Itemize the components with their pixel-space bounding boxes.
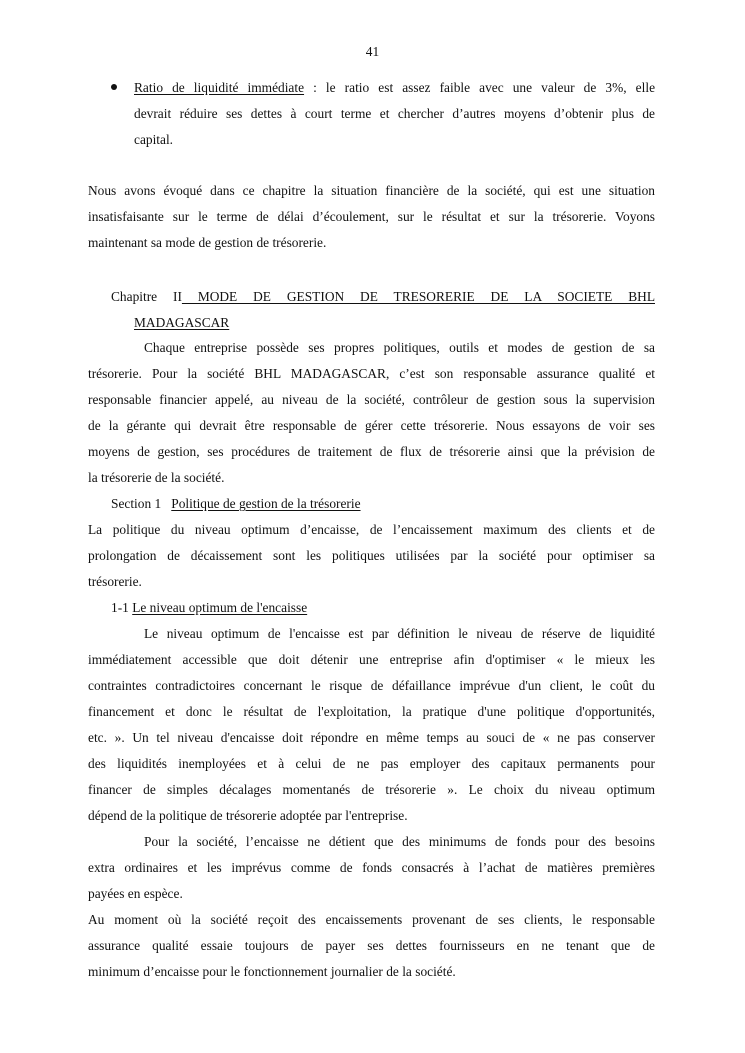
paragraph-line: prolongation de décaissement sont les politiques utilisées par la société pour optimiser sa [88,548,655,563]
paragraph-societe [88,829,655,907]
subsection-heading [111,595,307,621]
paragraph-line: trésorerie. [88,574,142,589]
paragraph-line: des liquidités inemployées et à celui de ne pas employer des capitaux permanents pour [88,756,655,771]
paragraph-line: dépend de la politique de trésorerie adoptée par l'entreprise. [88,808,408,823]
bullet-icon [111,84,117,90]
subsection-title: Le niveau optimum de l'encaisse [132,600,308,615]
paragraph-line: Chaque entreprise possède ses propres politiques, outils et modes de gestion de sa [144,340,655,355]
paragraph-line: responsable financier appelé, au niveau de la société, contrôleur de gestion sous la supervision [88,392,655,407]
bullet-line-2: devrait réduire ses dettes à court terme et chercher d’autres moyens d’obtenir plus de [134,106,655,121]
paragraph-line: immédiatement accessible que doit détenir une entreprise afin d'optimiser « le mieux les [88,652,655,667]
chapter-heading [111,284,655,330]
paragraph-line: trésorerie. Pour la société BHL MADAGASCAR, c’est son responsable assurance qualité et [88,366,655,381]
paragraph-final [88,907,655,985]
paragraph-line: financement et donc le résultat de l'exploitation, la pratique d'une politique d'opportunités, [88,704,655,719]
paragraph-optimum [88,621,655,829]
paragraph-line: La politique du niveau optimum d’encaisse, de l’encaissement maximum des clients et de [88,522,655,537]
chapter-prefix: Chapitre II [111,289,182,304]
section-title: Politique de gestion de la trésorerie [171,496,361,511]
section-prefix: Section 1 [111,496,162,511]
paragraph-section [88,517,655,595]
paragraph-line: financer de simples décalages momentanés de trésorerie ». Le choix du niveau optimum [88,782,655,797]
paragraph-line: etc. ». Un tel niveau d'encaisse doit répondre en même temps au souci de « ne pas conserver [88,730,655,745]
bullet-line-1 [134,75,655,101]
paragraph-line: Au moment où la société reçoit des encaissements provenant de ses clients, le responsable [88,912,655,927]
paragraph-intro [88,178,655,256]
paragraph-line: maintenant sa mode de gestion de trésorerie. [88,235,327,250]
chapter-heading-line-1 [111,284,655,310]
paragraph-line: extra ordinaires et les imprévus comme de fonds consacrés à l’achat de matières premières [88,860,655,875]
subsection-prefix: 1-1 [111,600,133,615]
section-heading [111,491,361,517]
paragraph-line: minimum d’encaisse pour le fonctionnement journalier de la société. [88,964,456,979]
paragraph-line: contraintes contradictoires concernant le risque de défaillance imprévue d'un client, le coût du [88,678,655,693]
paragraph-line: insatisfaisante sur le terme de délai d’écoulement, sur le résultat et sur la trésorerie. Voyons [88,209,655,224]
paragraph-line: la trésorerie de la société. [88,470,225,485]
paragraph-chapter [88,335,655,491]
paragraph-line: moyens de gestion, ses procédures de traitement de flux de trésorerie ainsi que la prévision de [88,444,655,459]
paragraph-line: Pour la société, l’encaisse ne détient que des minimums de fonds pour des besoins [144,834,655,849]
paragraph-line: payées en espèce. [88,886,183,901]
paragraph-line: Le niveau optimum de l'encaisse est par définition le niveau de réserve de liquidité [144,626,655,641]
chapter-title-2: MADAGASCAR [134,315,230,330]
paragraph-line: assurance qualité essaie toujours de payer ses dettes fournisseurs en ne tenant que de [88,938,655,953]
page-number: 41 [365,44,380,59]
bullet-item [134,75,655,153]
bullet-line-3: capital. [134,132,174,147]
chapter-title-1: MODE DE GESTION DE TRESORERIE DE LA SOCIETE BHL [181,289,655,304]
chapter-heading-line-2 [134,310,655,336]
paragraph-line: Nous avons évoqué dans ce chapitre la situation financière de la société, qui est une situation [88,183,655,198]
paragraph-line: de la gérante qui devrait être responsable de gérer cette trésorerie. Nous essayons de voir ses [88,418,655,433]
bullet-term: Ratio de liquidité immédiate [134,80,305,95]
bullet-line-1-text: : le ratio est assez faible avec une valeur de 3%, elle [304,80,656,95]
